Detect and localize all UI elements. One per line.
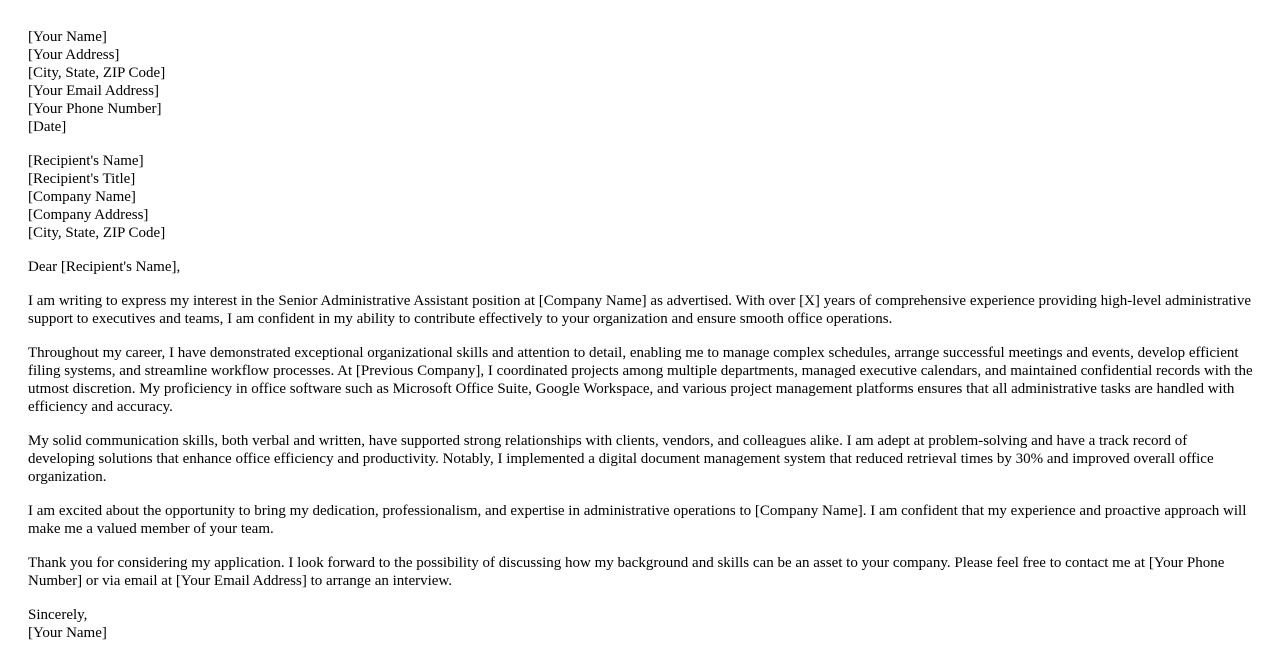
- letter-date: [Date]: [28, 119, 67, 135]
- sender-name: [Your Name]: [28, 29, 107, 45]
- sender-city-state-zip: [City, State, ZIP Code]: [28, 65, 166, 81]
- recipient-block: [28, 152, 1254, 242]
- body-paragraph-thanks: Thank you for considering my application. I look forward to the possibility of discussing how my background and skills can be an asset to your company. Please feel free to contact me at [Your Phone Number] or via email at [Your Email Address] to arrange an interview.: [28, 555, 1225, 589]
- recipient-title: [Recipient's Title]: [28, 171, 136, 187]
- body-paragraph-intro: I am writing to express my interest in the Senior Administrative Assistant position at [Company Name] as advertised. With over [X] years of comprehensive experience providing high-level administrative support to executives and teams, I am confident in my ability to contribute effectively to your organization and ensure smooth office operations.: [28, 293, 1251, 327]
- recipient-city-state-zip: [City, State, ZIP Code]: [28, 225, 166, 241]
- signature-name: [Your Name]: [28, 625, 107, 641]
- recipient-company-address: [Company Address]: [28, 207, 149, 223]
- recipient-company: [Company Name]: [28, 189, 136, 205]
- cover-letter: [28, 28, 1254, 658]
- body-paragraph-communication: My solid communication skills, both verbal and written, have supported strong relationships with clients, vendors, and colleagues alike. I am adept at problem-solving and have a track record of developing solutions that enhance office efficiency and productivity. Notably, I implemented a digital document management system that reduced retrieval times by 30% and improved overall office organization.: [28, 433, 1214, 485]
- valediction: Sincerely,: [28, 607, 88, 623]
- salutation: Dear [Recipient's Name],: [28, 259, 181, 275]
- recipient-name: [Recipient's Name]: [28, 153, 144, 169]
- sender-phone: [Your Phone Number]: [28, 101, 162, 117]
- closing-block: [28, 606, 1254, 642]
- sender-email: [Your Email Address]: [28, 83, 159, 99]
- body-paragraph-excitement: I am excited about the opportunity to bring my dedication, professionalism, and expertise in administrative operations to [Company Name]. I am confident that my experience and proactive approach will make me a valued member of your team.: [28, 503, 1247, 537]
- body-paragraph-experience: Throughout my career, I have demonstrated exceptional organizational skills and attention to detail, enabling me to manage complex schedules, arrange successful meetings and events, develop efficient filing systems, and streamline workflow processes. At [Previous Company], I coordinated projects among multiple departments, managed executive calendars, and maintained confidential records with the utmost discretion. My proficiency in office software such as Microsoft Office Suite, Google Workspace, and various project management platforms ensures that all administrative tasks are handled with efficiency and accuracy.: [28, 345, 1253, 415]
- sender-address: [Your Address]: [28, 47, 120, 63]
- sender-block: [28, 28, 1254, 136]
